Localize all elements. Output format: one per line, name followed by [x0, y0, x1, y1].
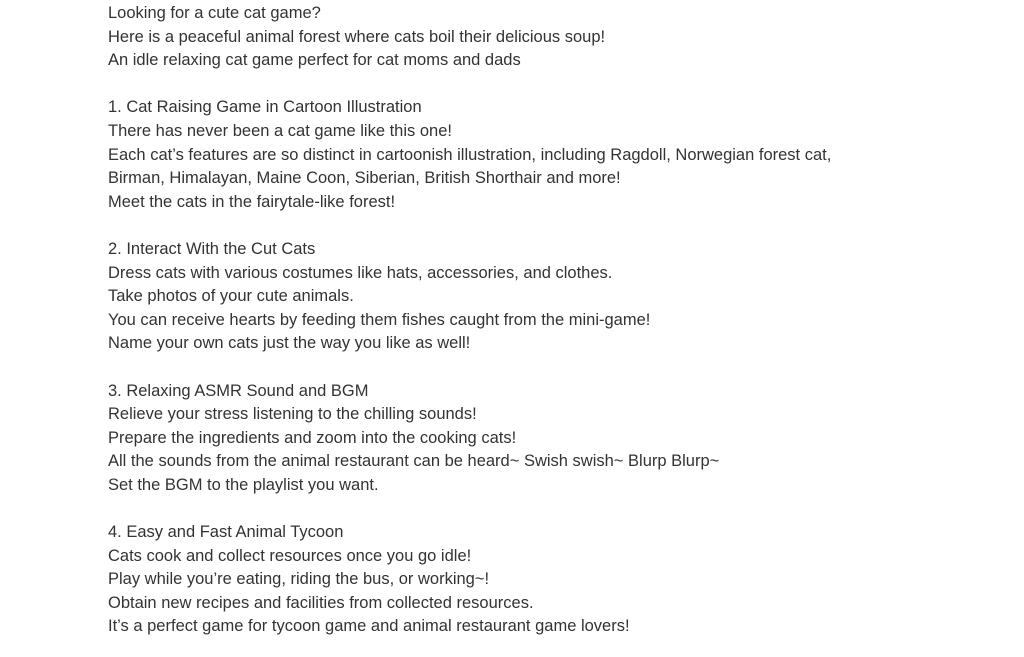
section-heading: 3. Relaxing ASMR Sound and BGM [108, 381, 369, 400]
section-line: Set the BGM to the playlist you want. [108, 475, 379, 494]
paragraph-spacer [108, 356, 1008, 380]
section-heading: 1. Cat Raising Game in Cartoon Illustration [108, 98, 422, 117]
section-line: Meet the cats in the fairytale-like forest! [108, 192, 396, 211]
section-heading: 4. Easy and Fast Animal Tycoon [108, 523, 344, 542]
section-line: Obtain new recipes and facilities from collected resources. [108, 593, 534, 612]
section-line: It’s a perfect game for tycoon game and animal restaurant game lovers! [108, 617, 630, 636]
section-interact [108, 238, 1008, 356]
section-line: Play while you’re eating, riding the bus, or working~! [108, 570, 490, 589]
section-line: Relieve your stress listening to the chilling sounds! [108, 405, 477, 424]
section-line: Cats cook and collect resources once you go idle! [108, 546, 472, 565]
intro-paragraph [108, 2, 1008, 73]
section-heading: 2. Interact With the Cut Cats [108, 239, 316, 258]
section-line: Each cat’s features are so distinct in cartoonish illustration, including Ragdoll, Norwegian forest cat, [108, 145, 832, 164]
intro-line: Here is a peaceful animal forest where cats boil their delicious soup! [108, 27, 606, 46]
intro-line: Looking for a cute cat game? [108, 4, 321, 22]
paragraph-spacer [108, 73, 1008, 97]
section-line: There has never been a cat game like this one! [108, 121, 452, 140]
section-line: Take photos of your cute animals. [108, 287, 354, 306]
section-line: Prepare the ingredients and zoom into the cooking cats! [108, 428, 517, 447]
section-line: All the sounds from the animal restaurant can be heard~ Swish swish~ Blurp Blurp~ [108, 452, 720, 471]
paragraph-spacer [108, 214, 1008, 238]
paragraph-spacer [108, 497, 1008, 521]
section-line: Name your own cats just the way you like as well! [108, 334, 471, 353]
section-asmr [108, 380, 1008, 498]
section-line: Birman, Himalayan, Maine Coon, Siberian, British Shorthair and more! [108, 169, 621, 188]
section-tycoon [108, 521, 1008, 639]
section-line: Dress cats with various costumes like hats, accessories, and clothes. [108, 263, 613, 282]
section-cat-raising [108, 96, 1008, 214]
section-line: You can receive hearts by feeding them fishes caught from the mini-game! [108, 310, 651, 329]
app-description [108, 2, 1008, 639]
intro-line: An idle relaxing cat game perfect for cat moms and dads [108, 51, 521, 70]
